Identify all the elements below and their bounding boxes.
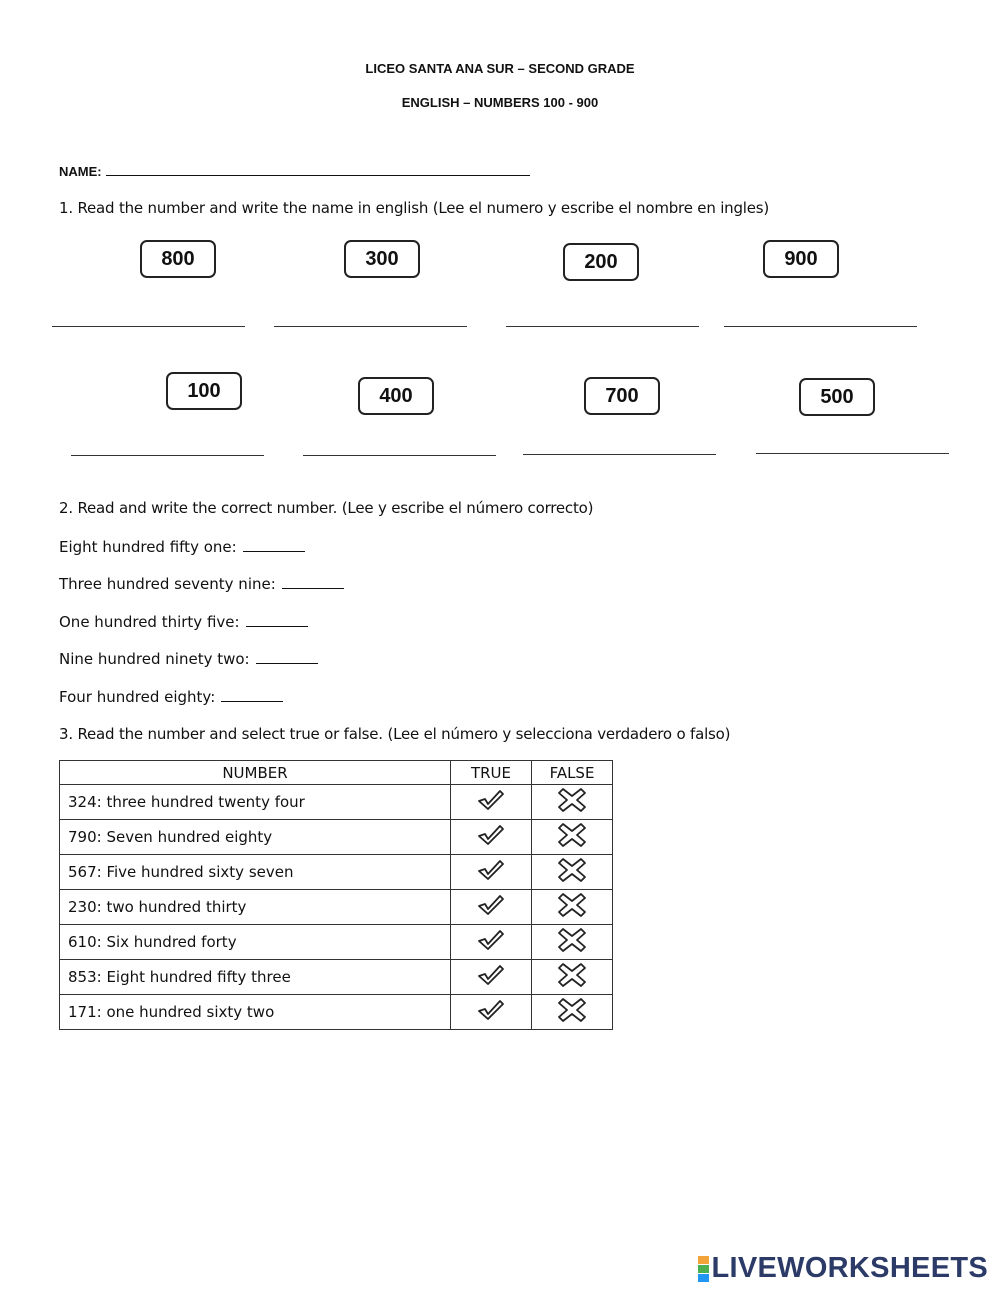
statement-cell: 171: one hundred sixty two bbox=[60, 995, 451, 1030]
true-cell bbox=[451, 925, 532, 960]
number-box: 400 bbox=[358, 377, 434, 415]
number-answer-input[interactable] bbox=[221, 691, 283, 702]
school-title: LICEO SANTA ANA SUR – SECOND GRADE bbox=[365, 61, 635, 76]
answer-line[interactable] bbox=[506, 326, 699, 327]
table-row bbox=[60, 995, 613, 1030]
true-cell bbox=[451, 890, 532, 925]
true-cell bbox=[451, 855, 532, 890]
cross-icon[interactable] bbox=[557, 835, 587, 853]
check-icon[interactable] bbox=[476, 938, 506, 956]
answer-line[interactable] bbox=[523, 454, 716, 455]
column-header-true: TRUE bbox=[451, 761, 532, 785]
table-row bbox=[60, 960, 613, 995]
item-text: Nine hundred ninety two: bbox=[59, 650, 250, 668]
statement-cell: 790: Seven hundred eighty bbox=[60, 820, 451, 855]
false-cell bbox=[532, 960, 613, 995]
cross-icon[interactable] bbox=[557, 870, 587, 888]
logo-text: LIVEWORKSHEETS bbox=[711, 1252, 988, 1284]
table-row bbox=[60, 925, 613, 960]
true-false-table bbox=[59, 760, 613, 1030]
list-item bbox=[59, 650, 318, 668]
number-answer-input[interactable] bbox=[243, 541, 305, 552]
answer-line[interactable] bbox=[71, 455, 264, 456]
true-cell bbox=[451, 820, 532, 855]
check-icon[interactable] bbox=[476, 1008, 506, 1026]
name-label: NAME: bbox=[59, 164, 102, 179]
answer-line[interactable] bbox=[303, 455, 496, 456]
false-cell bbox=[532, 925, 613, 960]
answer-line[interactable] bbox=[756, 453, 949, 454]
cross-icon[interactable] bbox=[557, 1010, 587, 1028]
check-icon[interactable] bbox=[476, 833, 506, 851]
number-answer-input[interactable] bbox=[246, 616, 308, 627]
table-row bbox=[60, 820, 613, 855]
true-cell bbox=[451, 785, 532, 820]
worksheet-subtitle: ENGLISH – NUMBERS 100 - 900 bbox=[401, 95, 599, 110]
statement-cell: 853: Eight hundred fifty three bbox=[60, 960, 451, 995]
item-text: One hundred thirty five: bbox=[59, 613, 240, 631]
column-header-false: FALSE bbox=[532, 761, 613, 785]
list-item bbox=[59, 613, 308, 631]
list-item bbox=[59, 575, 344, 593]
name-input[interactable] bbox=[106, 163, 530, 176]
table-row bbox=[60, 890, 613, 925]
number-box: 900 bbox=[763, 240, 839, 278]
cross-icon[interactable] bbox=[557, 905, 587, 923]
item-text: Four hundred eighty: bbox=[59, 688, 216, 706]
section1-instruction: 1. Read the number and write the name in english (Lee el numero y escribe el nombre en ingles) bbox=[59, 199, 770, 217]
statement-cell: 567: Five hundred sixty seven bbox=[60, 855, 451, 890]
false-cell bbox=[532, 785, 613, 820]
answer-line[interactable] bbox=[52, 326, 245, 327]
cross-icon[interactable] bbox=[557, 940, 587, 958]
item-text: Three hundred seventy nine: bbox=[59, 575, 276, 593]
logo-mark-icon bbox=[698, 1256, 709, 1282]
check-icon[interactable] bbox=[476, 973, 506, 991]
section3-instruction: 3. Read the number and select true or false. (Lee el número y selecciona verdadero o falso) bbox=[59, 725, 731, 743]
check-icon[interactable] bbox=[476, 903, 506, 921]
table-row bbox=[60, 785, 613, 820]
statement-cell: 324: three hundred twenty four bbox=[60, 785, 451, 820]
number-box: 800 bbox=[140, 240, 216, 278]
cross-icon[interactable] bbox=[557, 975, 587, 993]
true-cell bbox=[451, 960, 532, 995]
list-item bbox=[59, 688, 283, 706]
column-header-number: NUMBER bbox=[60, 761, 451, 785]
check-icon[interactable] bbox=[476, 798, 506, 816]
statement-cell: 610: Six hundred forty bbox=[60, 925, 451, 960]
number-box: 300 bbox=[344, 240, 420, 278]
cross-icon[interactable] bbox=[557, 800, 587, 818]
answer-line[interactable] bbox=[724, 326, 917, 327]
number-answer-input[interactable] bbox=[282, 578, 344, 589]
name-row bbox=[59, 163, 530, 179]
check-icon[interactable] bbox=[476, 868, 506, 886]
false-cell bbox=[532, 855, 613, 890]
item-text: Eight hundred fifty one: bbox=[59, 538, 237, 556]
true-cell bbox=[451, 995, 532, 1030]
answer-line[interactable] bbox=[274, 326, 467, 327]
statement-cell: 230: two hundred thirty bbox=[60, 890, 451, 925]
number-box: 500 bbox=[799, 378, 875, 416]
list-item bbox=[59, 538, 305, 556]
number-box: 700 bbox=[584, 377, 660, 415]
table-row bbox=[60, 855, 613, 890]
liveworksheets-logo bbox=[698, 1252, 989, 1285]
number-answer-input[interactable] bbox=[256, 653, 318, 664]
false-cell bbox=[532, 820, 613, 855]
false-cell bbox=[532, 995, 613, 1030]
number-box: 200 bbox=[563, 243, 639, 281]
false-cell bbox=[532, 890, 613, 925]
section2-instruction: 2. Read and write the correct number. (Lee y escribe el número correcto) bbox=[59, 499, 594, 517]
number-box: 100 bbox=[166, 372, 242, 410]
